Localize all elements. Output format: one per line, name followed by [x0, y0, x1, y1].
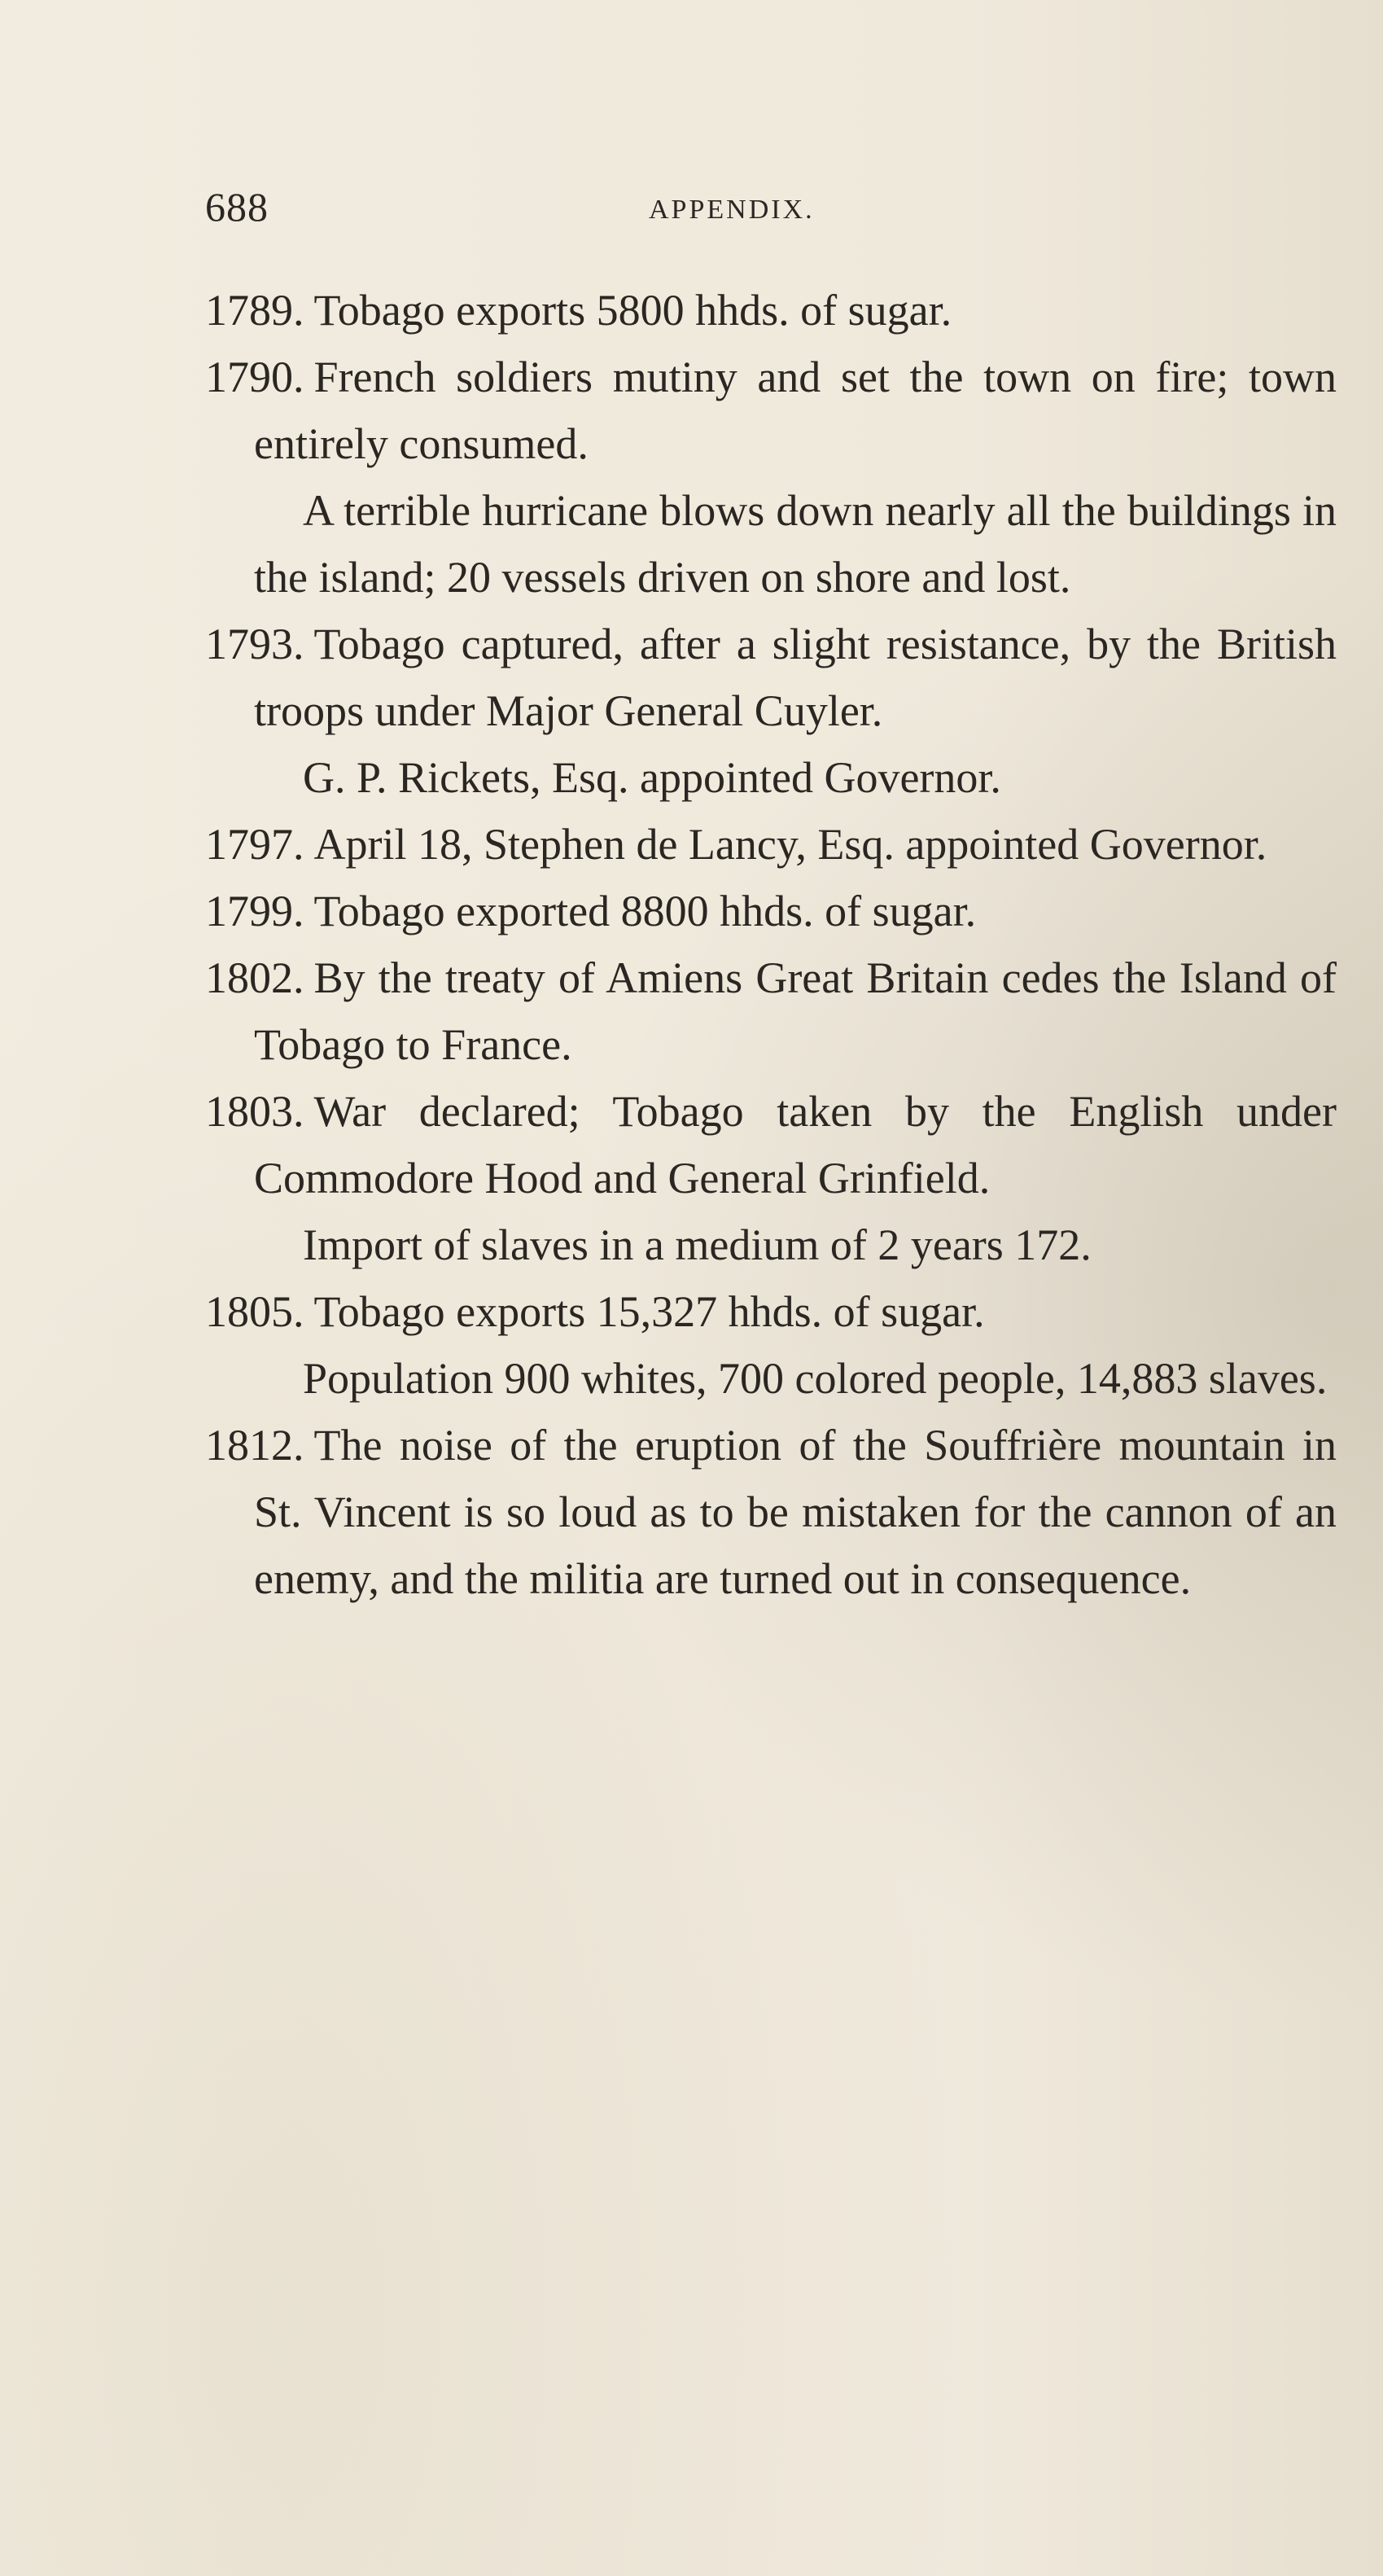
entry-1799: [205, 878, 1337, 944]
entry-year: 1799.: [205, 887, 304, 935]
entry-year: 1803.: [205, 1087, 304, 1136]
entry-year: 1790.: [205, 353, 304, 401]
entry-year: 1789.: [205, 286, 304, 335]
entry-text: Tobago exports 5800 hhds. of sugar.: [313, 286, 952, 335]
running-head: APPENDIX.: [649, 195, 815, 225]
entry-text: French soldiers mutiny and set the town on fire; town entirely consumed.: [254, 353, 1337, 468]
entry-text: Tobago captured, after a slight resistance, by the British troops under Major General Cuyler.: [254, 620, 1337, 735]
entry-1802: [205, 944, 1337, 1078]
entry-1790-note: [205, 477, 1337, 611]
entry-1789: [205, 277, 1337, 344]
chronology-text: [205, 277, 1337, 1612]
entry-1805: [205, 1278, 1337, 1345]
entry-year: 1793.: [205, 620, 304, 668]
entry-text: Tobago exported 8800 hhds. of sugar.: [313, 887, 977, 935]
entry-1790: [205, 344, 1337, 477]
entry-text: War declared; Tobago taken by the English under Commodore Hood and General Grinfield.: [254, 1087, 1337, 1203]
entry-1803: [205, 1078, 1337, 1211]
entry-1805-note: [205, 1345, 1337, 1412]
entry-year: 1802.: [205, 953, 304, 1002]
entry-text: Tobago exports 15,327 hhds. of sugar.: [313, 1287, 985, 1336]
entry-year: 1812.: [205, 1421, 304, 1470]
entry-text: By the treaty of Amiens Great Britain cedes the Island of Tobago to France.: [254, 953, 1337, 1069]
entry-1803-note: [205, 1211, 1337, 1278]
page-number: 688: [205, 184, 269, 230]
entry-note-text: A terrible hurricane blows down nearly all the buildings in the island; 20 vessels driven on shore and lost.: [254, 486, 1337, 602]
page-header: [205, 183, 1345, 240]
entry-1797: [205, 811, 1337, 878]
entry-1812: [205, 1412, 1337, 1612]
entry-note-text: Population 900 whites, 700 colored people, 14,883 slaves.: [303, 1354, 1328, 1403]
entry-note-text: Import of slaves in a medium of 2 years 172.: [303, 1220, 1092, 1269]
entry-1793: [205, 611, 1337, 744]
entry-1793-note: [205, 744, 1337, 811]
entry-note-text: G. P. Rickets, Esq. appointed Governor.: [303, 753, 1001, 802]
entry-text: April 18, Stephen de Lancy, Esq. appointed Governor.: [313, 820, 1267, 869]
entry-year: 1797.: [205, 820, 304, 869]
entry-text: The noise of the eruption of the Souffrière mountain in St. Vincent is so loud as to be mistaken for the cannon of an enemy, and the militia are turned out in consequence.: [254, 1421, 1337, 1603]
entry-year: 1805.: [205, 1287, 304, 1336]
